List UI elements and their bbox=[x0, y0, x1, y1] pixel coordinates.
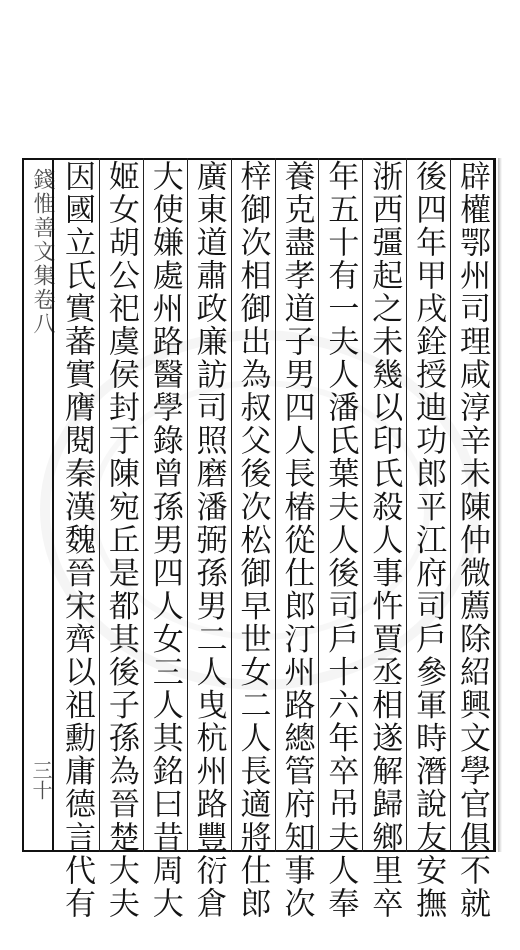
column-rule bbox=[362, 158, 363, 852]
text-column: 大使嫌處州路醫學錄曾孫男四人女三人其銘曰昔周大 bbox=[146, 160, 183, 921]
text-column: 姬女胡公祀虞侯封于陳宛丘是都其後子孫為晉楚大夫 bbox=[102, 160, 139, 921]
text-column: 梓御次相御出為叔父後次松御早世女二人長適將仕郎 bbox=[234, 160, 271, 921]
text-column: 辟權鄂州司理咸淳辛未陳仲微薦除紹興文學官俱不就 bbox=[454, 160, 491, 921]
text-column: 廣東道肅政廉訪司照磨潘弼孫男二人曳杭州路豐衍倉 bbox=[190, 160, 227, 921]
column-rule bbox=[318, 158, 319, 852]
column-rule bbox=[231, 158, 232, 852]
banxin-title: 錢惟善文集卷八 bbox=[30, 168, 55, 336]
text-column: 後四年甲戌銓授迪功郎平江府司戶參軍時潛說友安撫 bbox=[410, 160, 447, 921]
column-rule bbox=[275, 158, 276, 852]
column-rule bbox=[187, 158, 188, 852]
column-rule bbox=[99, 158, 100, 852]
page-edge bbox=[498, 158, 502, 852]
column-rule bbox=[450, 158, 451, 852]
text-column: 浙西彊起之未幾以印氏殺人事忤賈丞相遂解歸鄉里卒 bbox=[366, 160, 403, 921]
column-rule bbox=[143, 158, 144, 852]
banxin-page-number: 三十 bbox=[29, 760, 53, 800]
text-column: 因國立氏實蕃實膺閱秦漢魏晉宋齊以祖勳庸德言代有 bbox=[58, 160, 95, 921]
text-column: 年五十有一夫人潘氏葉夫人後司戶十六年卒吊夫人奉 bbox=[322, 160, 359, 921]
column-rule bbox=[406, 158, 407, 852]
text-column: 養克盡孝道子男四人長椿從仕郎汀州路總管府知事次 bbox=[278, 160, 315, 921]
